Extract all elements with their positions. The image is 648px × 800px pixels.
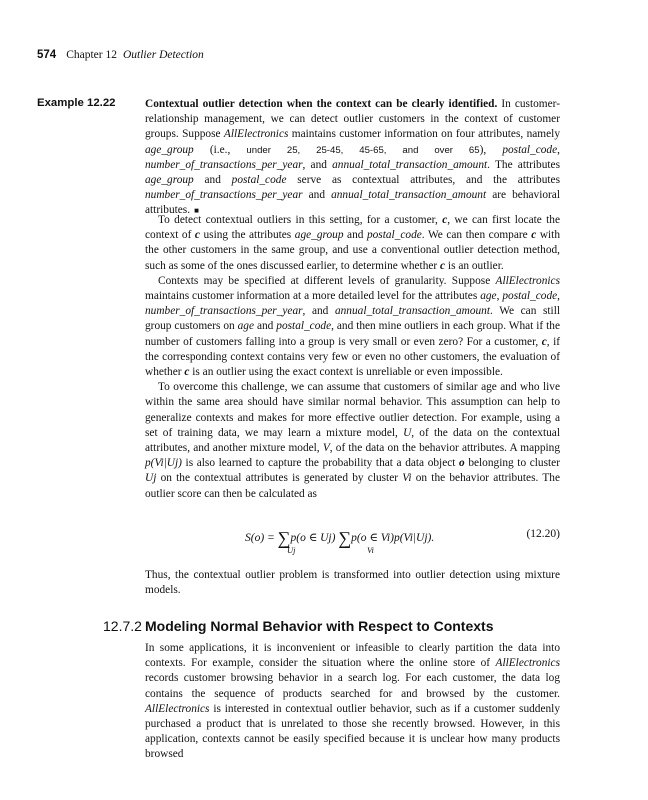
- text-run: and: [193, 174, 232, 187]
- equation-term-2: p(o ∈ Vi)p(Vi|Uj).: [351, 532, 435, 544]
- text-run: c: [440, 259, 446, 272]
- text-run: number_of_transactions_per_year: [145, 305, 303, 318]
- paragraph: [145, 213, 560, 274]
- text-run: is an outlier using the exact context is unreliable or even impossible.: [189, 366, 503, 379]
- text-run: postal_code: [276, 320, 332, 333]
- page-number: 574: [37, 49, 57, 61]
- paragraph: [145, 380, 560, 502]
- text-run: , and: [302, 158, 333, 171]
- text-run: belonging to cluster: [464, 457, 560, 470]
- example-body: [145, 97, 560, 219]
- text-run: is interested in contextual outlier behavior, such as if a customer suddenly purchased a product that is unrelated to those she recently browsed. However, in this application, contexts cannot be easily specified because it is unclear how many products browsed: [145, 702, 560, 761]
- text-run: , and: [302, 305, 335, 318]
- summation-symbol: ∑: [277, 528, 291, 548]
- text-run: , of the data on the contextual attributes, and another mixture model,: [145, 426, 560, 455]
- text-run: . We can still group customers on: [145, 305, 561, 333]
- text-run: is also learned to capture the probability that a data object: [181, 457, 460, 470]
- text-run: on the contextual attributes is generated by cluster: [156, 472, 403, 485]
- end-of-example-mark: ■: [194, 206, 199, 216]
- text-run: records customer browsing behavior in a search log. For each customer, the data log contains the sequence of products searched for and browsed by the customer.: [145, 672, 560, 700]
- text-run: To overcome this challenge, we can assume that customers of similar age and who live within the same area should have similar normal behavior. This assumption can help to generalize contexts and makes for more effective outlier detection. For example, using a set of training data, we may learn a mixture model,: [145, 381, 560, 439]
- text-run: and: [254, 320, 277, 333]
- example-label: Example 12.22: [37, 97, 116, 109]
- paragraph: [145, 274, 560, 380]
- text-run: and: [343, 229, 367, 242]
- text-run: AllElectronics: [495, 657, 560, 670]
- text-run: , of the data on the behavior attributes. A mapping: [329, 442, 560, 455]
- equation-number: (12.20): [526, 528, 560, 540]
- text-run: AllElectronics: [223, 128, 289, 141]
- summation-index-1: Uj: [287, 545, 296, 555]
- text-run: number_of_transactions_per_year: [145, 189, 303, 202]
- text-run: maintains customer information at a more detailed level for the attributes: [145, 290, 481, 303]
- text-run: , we can first locate the context of: [145, 214, 560, 242]
- text-run: V: [322, 442, 330, 455]
- text-run: age_group: [145, 174, 194, 187]
- text-run: serve as contextual attributes, and the attributes: [286, 174, 560, 187]
- text-run: In some applications, it is inconvenient or infeasible to clearly partition the data into contexts. For example, consider the situation where the online store of: [145, 642, 560, 670]
- equation-term-1: p(o ∈ Uj): [290, 532, 336, 544]
- post-equation-text: [145, 568, 560, 598]
- chapter-label: Chapter 12: [66, 49, 117, 61]
- text-run: ,: [496, 290, 503, 303]
- summation-index-2: Vi: [367, 545, 374, 555]
- text-run: (i.e.,: [193, 143, 247, 156]
- example-title: Contextual outlier detection when the context can be clearly identified.: [145, 98, 498, 110]
- subsection-number: 12.7.2: [103, 618, 142, 634]
- text-run: p(Vi|Uj): [145, 457, 182, 470]
- chapter-title: Outlier Detection: [122, 49, 204, 61]
- paragraph: [145, 641, 560, 763]
- text-run: . The attributes: [487, 158, 561, 171]
- text-run: Uj: [145, 472, 157, 485]
- text-run: under 25, 25-45, 45-65, and over 65: [246, 144, 480, 156]
- text-run: AllElectronics: [495, 274, 560, 287]
- equation-body: [245, 528, 435, 555]
- text-run: on the behavior attributes. The outlier score can then be calculated as: [145, 472, 560, 500]
- text-run: ,: [557, 143, 560, 156]
- equation-12-20: [145, 528, 560, 558]
- main-text: [145, 213, 560, 502]
- running-header: [37, 49, 204, 61]
- text-run: AllElectronics: [145, 702, 210, 715]
- subsection-title: Modeling Normal Behavior with Respect to Contexts: [145, 618, 494, 634]
- text-run: o: [459, 457, 465, 470]
- text-run: annual_total_transaction_amount: [332, 158, 488, 171]
- text-run: postal_code: [502, 290, 558, 303]
- text-run: c: [541, 335, 547, 348]
- text-run: with the other customers in the same group, and use a conventional outlier detection method, such as some of the ones discussed earlier, to determine whether: [145, 229, 560, 272]
- text-run: age_group: [294, 229, 344, 242]
- text-run: annual_total_transaction_amount: [334, 305, 490, 318]
- text-run: c: [442, 214, 448, 226]
- text-run: c: [194, 229, 200, 242]
- text-run: age_group: [145, 143, 194, 156]
- text-run: age: [237, 320, 255, 333]
- text-run: To detect contextual outliers in this setting, for a customer,: [158, 214, 443, 226]
- text-run: number_of_transactions_per_year: [145, 158, 303, 171]
- text-run: ),: [479, 143, 503, 156]
- summation-symbol: ∑: [338, 528, 352, 548]
- text-run: maintains customer information on four attributes, namely: [288, 128, 560, 141]
- text-run: Contexts may be specified at different levels of granularity. Suppose: [158, 274, 496, 287]
- text-run: , if the corresponding context contains very few or even no other customers, the evaluation of whether: [145, 335, 560, 379]
- text-run: using the attributes: [199, 229, 295, 242]
- text-run: and: [302, 189, 332, 202]
- text-run: ,: [557, 290, 561, 303]
- text-run: c: [531, 229, 537, 242]
- text-run: is an outlier.: [445, 259, 504, 272]
- text-run: . We can then compare: [421, 229, 532, 242]
- text-run: Vi: [402, 472, 412, 485]
- text-run: c: [184, 366, 190, 379]
- text-run: postal_code: [366, 229, 422, 242]
- text-run: age: [480, 290, 497, 303]
- text-run: postal_code: [502, 143, 558, 156]
- text-run: , and then mine outliers in each group. What if the number of customers falling into a group is very small or even zero? For a customer,: [145, 320, 560, 348]
- text-run: postal_code: [231, 174, 287, 187]
- paragraph: Thus, the contextual outlier problem is transformed into outlier detection using mixture models.: [145, 569, 560, 597]
- equation-lhs: S(o) =: [245, 532, 275, 544]
- text-run: annual_total_transaction_amount: [331, 189, 487, 202]
- text-run: In customer-relationship management, we can detect outlier customers in the context of customer groups. Suppose: [145, 98, 560, 141]
- text-run: U: [403, 426, 412, 439]
- subsection-text: [145, 641, 560, 763]
- text-run: are behavioral attributes.: [145, 189, 560, 217]
